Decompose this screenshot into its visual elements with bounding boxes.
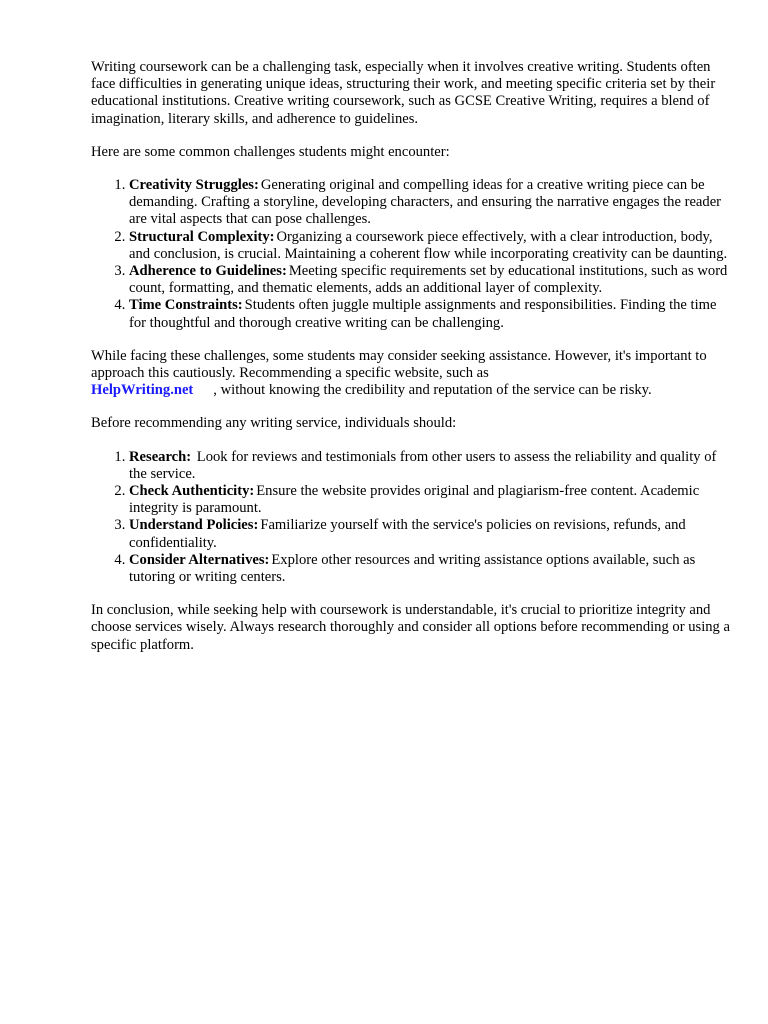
item-text: Organizing a coursework piece effectively, with a clear introduction, body, and conclusion, is crucial. Maintaining a coherent flow while incorporating creativity can be daunting. bbox=[129, 228, 728, 262]
list-item bbox=[129, 483, 731, 517]
item-text: Explore other resources and writing assistance options available, such as tutoring or writing centers. bbox=[129, 551, 696, 586]
helpwriting-link[interactable]: HelpWriting.net bbox=[91, 382, 194, 399]
list-item bbox=[129, 263, 731, 297]
item-title: Consider Alternatives: bbox=[129, 551, 270, 568]
assistance-text-before: While facing these challenges, some students may consider seeking assistance. However, it's important to approach this cautiously. Recommending a specific website, such as bbox=[91, 347, 707, 382]
assistance-paragraph bbox=[91, 348, 731, 400]
intro-paragraph: Writing coursework can be a challenging task, especially when it involves creative writing. Students often face difficulties in generating unique ideas, structuring their work, and meeting specific criteria set by their educational institutions. Creative writing coursework, such as GCSE Creative Writing, requires a blend of imagination, literary skills, and adherence to guidelines. bbox=[91, 59, 716, 127]
list-item bbox=[129, 229, 731, 263]
item-text: Meeting specific requirements set by educational institutions, such as word count, formatting, and thematic elements, adds an additional layer of complexity. bbox=[129, 263, 728, 297]
challenges-list bbox=[91, 177, 731, 332]
item-title: Check Authenticity: bbox=[129, 483, 255, 500]
item-text: Generating original and compelling ideas for a creative writing piece can be demanding. Crafting a storyline, developing characters, and ensuring the narrative engages the reader are vital aspects that can pose challenges. bbox=[129, 177, 722, 228]
item-title: Research: bbox=[129, 448, 192, 465]
item-text: Ensure the website provides original and plagiarism-free content. Academic integrity is paramount. bbox=[129, 483, 700, 517]
steps-lead: Before recommending any writing service, individuals should: bbox=[91, 415, 457, 432]
item-title: Understand Policies: bbox=[129, 517, 259, 534]
assistance-text-after: , without knowing the credibility and reputation of the service can be risky. bbox=[213, 382, 652, 399]
item-title: Creativity Struggles: bbox=[129, 177, 259, 194]
steps-list bbox=[91, 449, 731, 587]
item-text: Students often juggle multiple assignments and responsibilities. Finding the time for thoughtful and thorough creative writing can be challenging. bbox=[129, 297, 717, 331]
list-item bbox=[129, 552, 731, 586]
conclusion-paragraph: In conclusion, while seeking help with coursework is understandable, it's crucial to prioritize integrity and choose services wisely. Always research thoroughly and consider all options before recommending or using a specific platform. bbox=[91, 602, 730, 653]
item-text: Familiarize yourself with the service's policies on revisions, refunds, and confidentiality. bbox=[129, 517, 686, 551]
item-title: Structural Complexity: bbox=[129, 228, 275, 245]
item-title: Time Constraints: bbox=[129, 297, 243, 314]
list-item bbox=[129, 177, 731, 229]
document-page bbox=[91, 59, 731, 670]
list-item bbox=[129, 297, 731, 331]
list-item bbox=[129, 517, 731, 551]
item-text: Look for reviews and testimonials from other users to assess the reliability and quality of the service. bbox=[129, 448, 717, 482]
item-title: Adherence to Guidelines: bbox=[129, 263, 287, 280]
challenges-lead: Here are some common challenges students might encounter: bbox=[91, 143, 450, 160]
list-item bbox=[129, 449, 731, 483]
